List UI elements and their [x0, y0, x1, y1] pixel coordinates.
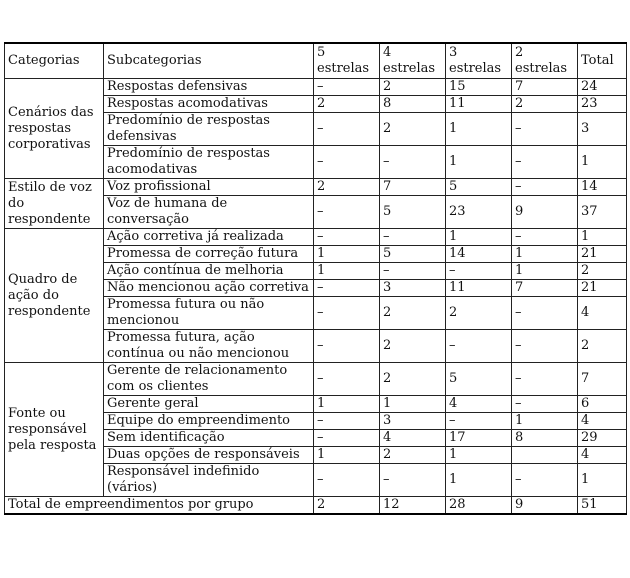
cell-4-estrelas: 5: [380, 196, 446, 229]
cell-5-estrelas: 1: [314, 396, 380, 413]
total-4-estrelas: 12: [380, 497, 446, 515]
cell-2-estrelas: 1: [512, 263, 578, 280]
cell-4-estrelas: 4: [380, 430, 446, 447]
cell-total: 14: [578, 179, 627, 196]
subcategory-cell: Predomínio de respostas defensivas: [104, 113, 314, 146]
cell-4-estrelas: 1: [380, 396, 446, 413]
cell-4-estrelas: 7: [380, 179, 446, 196]
cell-total: 2: [578, 263, 627, 280]
cell-4-estrelas: 2: [380, 363, 446, 396]
cell-3-estrelas: 23: [446, 196, 512, 229]
cell-2-estrelas: –: [512, 229, 578, 246]
cell-total: 1: [578, 146, 627, 179]
cell-5-estrelas: –: [314, 280, 380, 297]
cell-total: 1: [578, 229, 627, 246]
cell-4-estrelas: 3: [380, 413, 446, 430]
subcategory-cell: Não mencionou ação corretiva: [104, 280, 314, 297]
total-5-estrelas: 2: [314, 497, 380, 515]
cell-5-estrelas: 2: [314, 179, 380, 196]
table-row: [5, 229, 627, 246]
cell-5-estrelas: 1: [314, 263, 380, 280]
total-row: [5, 497, 627, 515]
cell-5-estrelas: –: [314, 464, 380, 497]
header-4-estrelas: 4 estrelas: [380, 43, 446, 79]
cell-2-estrelas: [512, 447, 578, 464]
category-cell: Quadro de ação do respondente: [5, 229, 104, 363]
cell-4-estrelas: –: [380, 263, 446, 280]
cell-total: 1: [578, 464, 627, 497]
cell-2-estrelas: –: [512, 146, 578, 179]
header-5-estrelas: 5 estrelas: [314, 43, 380, 79]
cell-5-estrelas: –: [314, 430, 380, 447]
cell-total: 2: [578, 330, 627, 363]
total-3-estrelas: 28: [446, 497, 512, 515]
ratings-table: [4, 42, 627, 515]
cell-5-estrelas: 1: [314, 246, 380, 263]
cell-3-estrelas: –: [446, 330, 512, 363]
cell-2-estrelas: 1: [512, 246, 578, 263]
cell-3-estrelas: 1: [446, 464, 512, 497]
subcategory-cell: Gerente de relacionamento com os clientes: [104, 363, 314, 396]
cell-4-estrelas: –: [380, 464, 446, 497]
table-body: [5, 79, 627, 515]
cell-2-estrelas: –: [512, 396, 578, 413]
cell-total: 4: [578, 413, 627, 430]
header-total: Total: [578, 43, 627, 79]
total-2-estrelas: 9: [512, 497, 578, 515]
cell-3-estrelas: 5: [446, 363, 512, 396]
cell-3-estrelas: 4: [446, 396, 512, 413]
cell-2-estrelas: 7: [512, 79, 578, 96]
cell-2-estrelas: –: [512, 464, 578, 497]
cell-total: 6: [578, 396, 627, 413]
subcategory-cell: Sem identificação: [104, 430, 314, 447]
cell-5-estrelas: –: [314, 113, 380, 146]
cell-3-estrelas: 14: [446, 246, 512, 263]
cell-4-estrelas: 2: [380, 297, 446, 330]
subcategory-cell: Ação contínua de melhoria: [104, 263, 314, 280]
cell-2-estrelas: –: [512, 330, 578, 363]
total-label: Total de empreendimentos por grupo: [5, 497, 314, 515]
category-cell: Cenários das respostas corporativas: [5, 79, 104, 179]
cell-4-estrelas: 2: [380, 113, 446, 146]
cell-2-estrelas: 8: [512, 430, 578, 447]
cell-5-estrelas: –: [314, 146, 380, 179]
table-row: [5, 179, 627, 196]
cell-3-estrelas: 5: [446, 179, 512, 196]
category-cell: Estilo de voz do respondente: [5, 179, 104, 229]
cell-4-estrelas: 2: [380, 447, 446, 464]
subcategory-cell: Voz profissional: [104, 179, 314, 196]
header-3-estrelas: 3 estrelas: [446, 43, 512, 79]
cell-total: 3: [578, 113, 627, 146]
cell-total: 4: [578, 297, 627, 330]
cell-2-estrelas: 1: [512, 413, 578, 430]
cell-5-estrelas: –: [314, 196, 380, 229]
cell-3-estrelas: 1: [446, 113, 512, 146]
cell-3-estrelas: 1: [446, 229, 512, 246]
cell-total: 37: [578, 196, 627, 229]
subcategory-cell: Ação corretiva já realizada: [104, 229, 314, 246]
subcategory-cell: Respostas defensivas: [104, 79, 314, 96]
header-2-estrelas: 2 estrelas: [512, 43, 578, 79]
cell-total: 24: [578, 79, 627, 96]
cell-3-estrelas: 15: [446, 79, 512, 96]
cell-4-estrelas: –: [380, 146, 446, 179]
cell-4-estrelas: 5: [380, 246, 446, 263]
cell-3-estrelas: –: [446, 263, 512, 280]
cell-4-estrelas: 2: [380, 330, 446, 363]
subcategory-cell: Voz de humana de conversação: [104, 196, 314, 229]
cell-5-estrelas: 2: [314, 96, 380, 113]
header-subcategorias: Subcategorias: [104, 43, 314, 79]
header-row: [5, 43, 627, 79]
cell-5-estrelas: –: [314, 413, 380, 430]
cell-total: 21: [578, 280, 627, 297]
cell-5-estrelas: –: [314, 363, 380, 396]
cell-2-estrelas: –: [512, 113, 578, 146]
cell-total: 23: [578, 96, 627, 113]
cell-total: 21: [578, 246, 627, 263]
table-row: [5, 363, 627, 396]
cell-4-estrelas: 2: [380, 79, 446, 96]
category-cell: Fonte ou responsável pela resposta: [5, 363, 104, 497]
cell-5-estrelas: –: [314, 229, 380, 246]
cell-2-estrelas: 9: [512, 196, 578, 229]
subcategory-cell: Promessa de correção futura: [104, 246, 314, 263]
cell-3-estrelas: 17: [446, 430, 512, 447]
cell-5-estrelas: 1: [314, 447, 380, 464]
cell-2-estrelas: –: [512, 363, 578, 396]
subcategory-cell: Respostas acomodativas: [104, 96, 314, 113]
cell-total: 4: [578, 447, 627, 464]
total-total: 51: [578, 497, 627, 515]
subcategory-cell: Predomínio de respostas acomodativas: [104, 146, 314, 179]
cell-3-estrelas: 11: [446, 96, 512, 113]
cell-4-estrelas: 3: [380, 280, 446, 297]
cell-5-estrelas: –: [314, 330, 380, 363]
cell-2-estrelas: –: [512, 179, 578, 196]
subcategory-cell: Promessa futura ou não mencionou: [104, 297, 314, 330]
cell-3-estrelas: 11: [446, 280, 512, 297]
header-categorias: Categorias: [5, 43, 104, 79]
cell-2-estrelas: 2: [512, 96, 578, 113]
cell-4-estrelas: –: [380, 229, 446, 246]
cell-3-estrelas: 1: [446, 447, 512, 464]
cell-5-estrelas: –: [314, 79, 380, 96]
cell-3-estrelas: 2: [446, 297, 512, 330]
subcategory-cell: Duas opções de responsáveis: [104, 447, 314, 464]
cell-total: 29: [578, 430, 627, 447]
cell-2-estrelas: –: [512, 297, 578, 330]
subcategory-cell: Responsável indefinido (vários): [104, 464, 314, 497]
subcategory-cell: Gerente geral: [104, 396, 314, 413]
cell-total: 7: [578, 363, 627, 396]
cell-4-estrelas: 8: [380, 96, 446, 113]
cell-3-estrelas: –: [446, 413, 512, 430]
cell-5-estrelas: –: [314, 297, 380, 330]
cell-2-estrelas: 7: [512, 280, 578, 297]
table-row: [5, 79, 627, 96]
subcategory-cell: Promessa futura, ação contínua ou não mencionou: [104, 330, 314, 363]
subcategory-cell: Equipe do empreendimento: [104, 413, 314, 430]
cell-3-estrelas: 1: [446, 146, 512, 179]
